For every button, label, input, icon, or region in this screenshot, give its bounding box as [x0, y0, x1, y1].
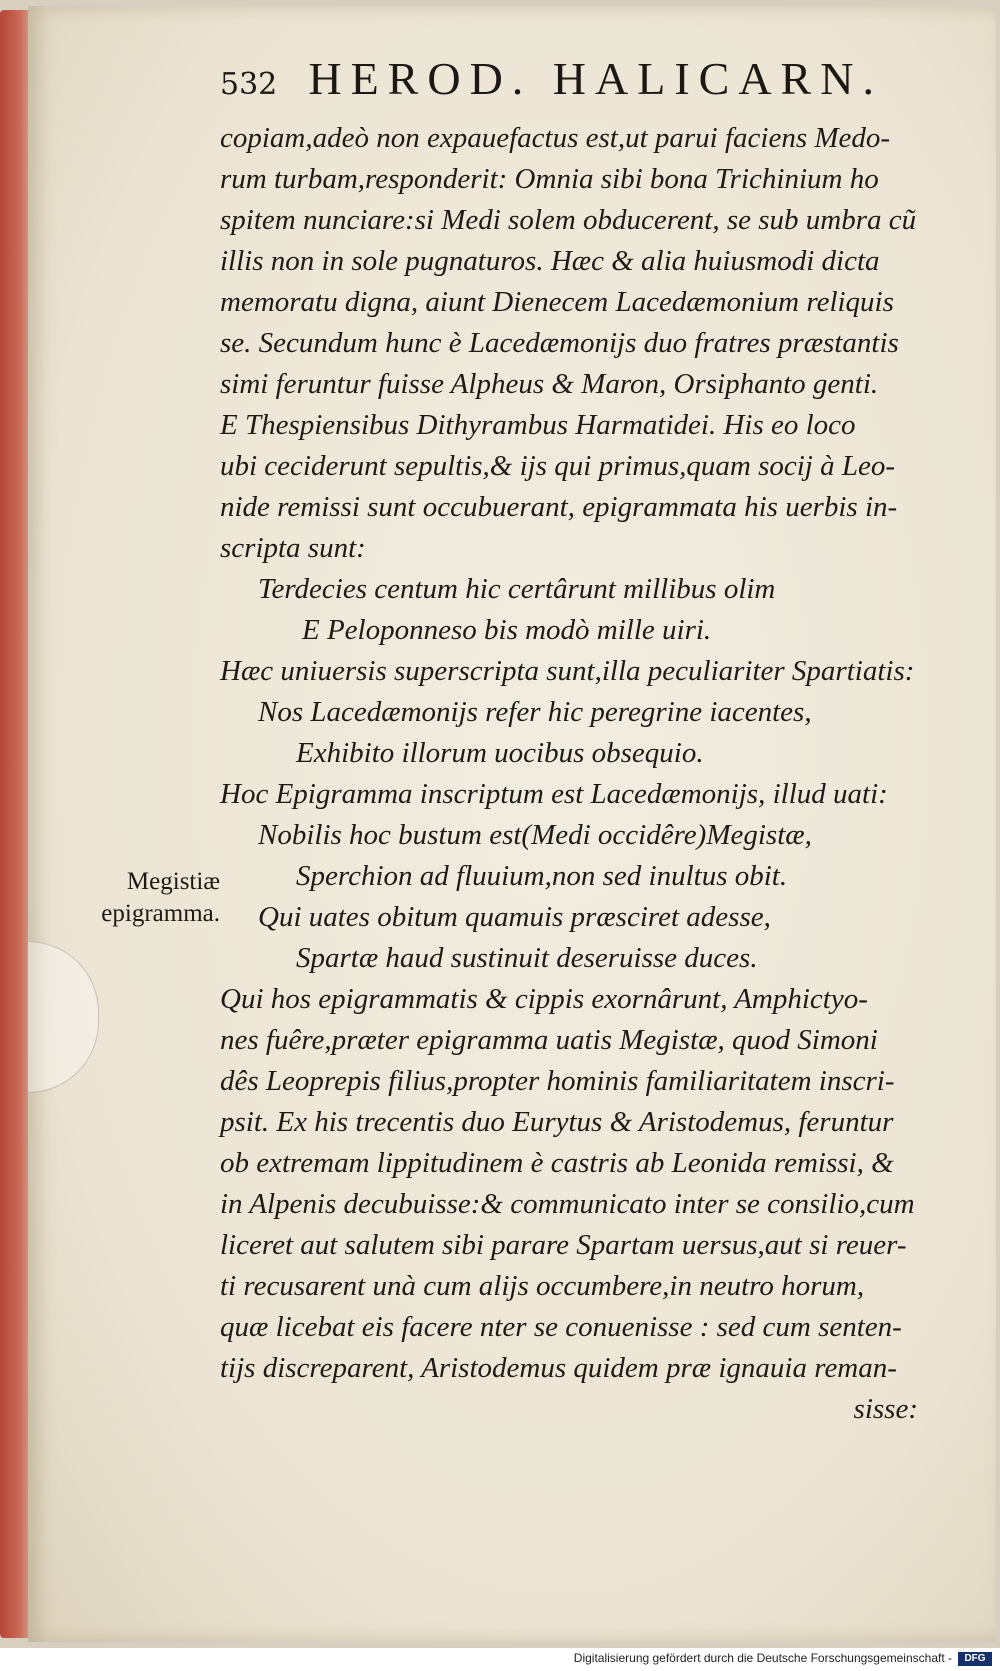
text-line: ti recusarent unà cum alijs occumbere,in neutro horum,	[220, 1270, 865, 1302]
text-line: simi feruntur fuisse Alpheus & Maron, Orsiphanto genti.	[220, 368, 879, 400]
text-line: sisse:	[853, 1393, 918, 1425]
text-line: memoratu digna, aiunt Dienecem Lacedæmonium reliquis	[220, 286, 894, 318]
page-number: 532	[220, 67, 278, 102]
text-line: nes fuêre,præter epigramma uatis Megistæ, quod Simoni	[220, 1024, 878, 1056]
margin-note-line: epigramma.	[101, 900, 220, 927]
verse-line: Nobilis hoc bustum est(Medi occidêre)Megistæ,	[258, 819, 812, 851]
text-line: Hæc uniuersis superscripta sunt,illa peculiariter Spartiatis:	[220, 655, 915, 687]
verse-line: Spartæ haud sustinuit deseruisse duces.	[296, 942, 758, 974]
verse-line: Exhibito illorum uocibus obsequio.	[296, 737, 704, 769]
footer-bar	[0, 1648, 1000, 1671]
footer-credit: Digitalisierung gefördert durch die Deutsche Forschungsgemeinschaft -	[573, 1651, 952, 1665]
text-line: spitem nunciare:si Medi solem obducerent, se sub umbra cũ	[220, 204, 917, 236]
verse-line: Sperchion ad fluuium,non sed inultus obit.	[296, 860, 788, 892]
verse-line: Qui uates obitum quamuis præsciret adesse,	[258, 901, 771, 933]
verse-line: Nos Lacedæmonijs refer hic peregrine iacentes,	[258, 696, 812, 728]
text-line: liceret aut salutem sibi parare Spartam uersus,aut si reuer-	[220, 1229, 907, 1261]
dfg-logo: DFG	[958, 1652, 992, 1666]
text-line: illis non in sole pugnaturos. Hæc & alia huiusmodi dicta	[220, 245, 880, 277]
text-line: quæ licebat eis facere nter se conuenisse : sed cum senten-	[220, 1311, 902, 1343]
text-line: rum turbam,responderit: Omnia sibi bona Trichinium ho	[220, 163, 879, 195]
page-clip	[28, 941, 99, 1093]
text-line: ubi ceciderunt sepultis,& ijs qui primus,quam socij à Leo-	[220, 450, 896, 482]
text-line: E Thespiensibus Dithyrambus Harmatidei. His eo loco	[220, 409, 856, 441]
text-line: tijs discreparent, Aristodemus quidem præ ignauia reman-	[220, 1352, 897, 1384]
margin-note	[60, 866, 220, 930]
page-header	[220, 52, 940, 112]
text-line: copiam,adeò non expauefactus est,ut parui faciens Medo-	[220, 122, 891, 154]
text-line: psit. Ex his trecentis duo Eurytus & Aristodemus, feruntur	[220, 1106, 894, 1138]
margin-note-line: Megistiæ	[126, 868, 220, 895]
text-line: se. Secundum hunc è Lacedæmonijs duo fratres præstantis	[220, 327, 899, 359]
running-title: HEROD. HALICARN.	[308, 53, 883, 104]
text-line: scripta sunt:	[220, 532, 366, 564]
text-line: nide remissi sunt occubuerant, epigrammata his uerbis in-	[220, 491, 898, 523]
body-text	[220, 118, 960, 1430]
text-line: Qui hos epigrammatis & cippis exornârunt, Amphictyo-	[220, 983, 868, 1015]
text-line: dês Leoprepis filius,propter hominis familiaritatem inscri-	[220, 1065, 895, 1097]
text-line: Hoc Epigramma inscriptum est Lacedæmonijs, illud uati:	[220, 778, 888, 810]
text-line: ob extremam lippitudinem è castris ab Leonida remissi, &	[220, 1147, 894, 1179]
verse-line: Terdecies centum hic certârunt millibus olim	[258, 573, 776, 605]
text-line: in Alpenis decubuisse:& communicato inter se consilio,cum	[220, 1188, 915, 1220]
verse-line: E Peloponneso bis modò mille uiri.	[302, 614, 712, 646]
